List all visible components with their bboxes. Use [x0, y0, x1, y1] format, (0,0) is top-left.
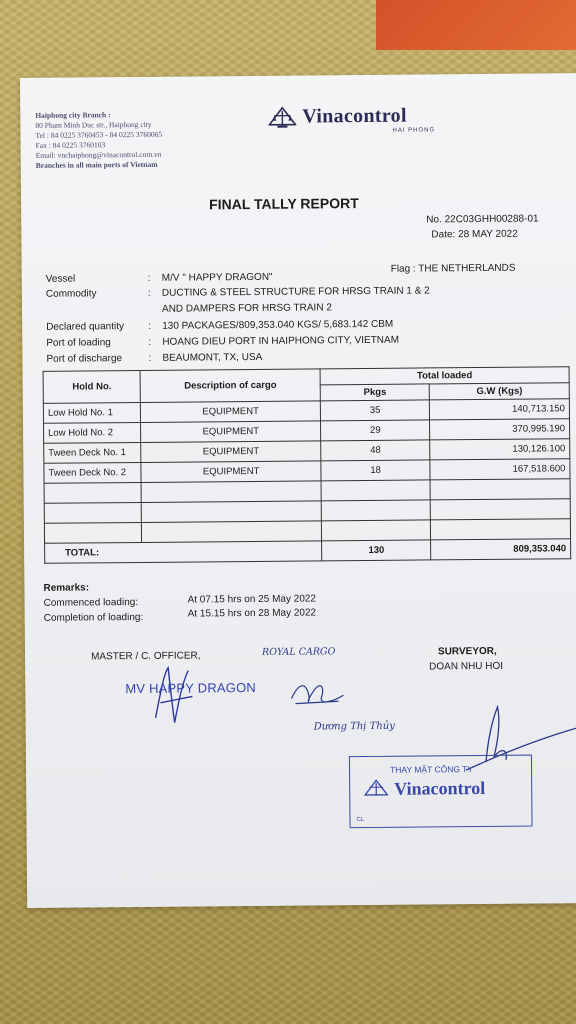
total-pkgs: 130: [322, 540, 432, 561]
port-loading-value: HOANG DIEU PORT IN HAIPHONG CITY, VIETNAM: [162, 334, 400, 348]
pkgs-cell: 48: [321, 440, 431, 461]
description-cell: EQUIPMENT: [141, 421, 321, 443]
ship-stamp: MV HAPPY DRAGON: [125, 679, 257, 697]
loading-colon: :: [148, 336, 152, 348]
branch-tel: Tel : 84 0225 3760453 - 84 0225 3760065: [35, 129, 163, 140]
report-number: No. 22C03GHH00288-01: [426, 213, 539, 226]
port-discharge-label: Port of discharge: [46, 353, 123, 365]
master-signature: [150, 662, 201, 732]
handwritten-name: Dương Thị Thủy: [313, 720, 395, 733]
header-description: Description of cargo: [140, 369, 320, 403]
royal-cargo-handwritten: ROYAL CARGO: [261, 646, 336, 658]
declared-colon: :: [148, 320, 152, 332]
total-row: [45, 539, 571, 564]
header-pkgs: Pkgs: [320, 384, 430, 401]
company-stamp: [349, 755, 533, 829]
branch-email: Email: vnchaiphong@vinacontrol.com.vn: [35, 149, 162, 160]
report-date: Date: 28 MAY 2022: [431, 228, 518, 241]
hold-cell: Low Hold No. 2: [44, 422, 142, 443]
header-gross-weight: G.W (Kgs): [430, 383, 570, 400]
vessel-label: Vessel: [45, 273, 76, 285]
port-discharge-value: BEAUMONT, TX, USA: [162, 351, 263, 364]
port-loading-label: Port of loading: [46, 337, 111, 349]
surveyor-name: DOAN NHU HOI: [429, 660, 504, 673]
vinacontrol-logo: [268, 105, 407, 129]
tally-report-document: [20, 73, 576, 908]
stamp-scales-icon: [364, 779, 388, 799]
total-label: TOTAL:: [45, 541, 322, 563]
pkgs-cell: 29: [321, 420, 431, 441]
flag-value: Flag : THE NETHERLANDS: [390, 262, 516, 275]
branch-network: Branches in all main ports of Vietnam: [35, 159, 158, 170]
commodity-colon: :: [147, 287, 151, 299]
branch-address-block: [35, 110, 162, 171]
header-hold-no: Hold No.: [43, 370, 141, 403]
tally-table: [43, 366, 572, 564]
hold-cell: Tween Deck No. 1: [44, 442, 142, 463]
hold-cell: Tween Deck No. 2: [44, 462, 142, 483]
commenced-loading-label: Commenced loading:: [43, 596, 139, 609]
branch-title: Haiphong city Branch :: [35, 110, 111, 120]
discharge-colon: :: [148, 352, 152, 364]
logo-subtitle: HAI PHONG: [392, 127, 436, 134]
branch-fax: Fax : 84 0225 3760103: [35, 140, 106, 150]
vessel-colon: :: [147, 272, 151, 284]
stamp-caption: THAY MẶT CÔNG TY: [390, 764, 474, 775]
branch-address: 80 Pham Minh Duc str., Haiphong city: [35, 119, 152, 130]
commodity-value-line2: AND DAMPERS FOR HRSG TRAIN 2: [161, 302, 332, 315]
scales-logo-icon: [268, 106, 296, 128]
pkgs-cell: 35: [320, 400, 430, 421]
declared-quantity-value: 130 PACKAGES/809,353.040 KGS/ 5,683.142 CBM: [162, 318, 394, 332]
royal-cargo-signature: [283, 673, 353, 714]
description-cell: EQUIPMENT: [141, 401, 321, 423]
total-gross-weight: 809,353.040: [431, 539, 571, 560]
commenced-loading-value: At 07.15 hrs on 25 May 2022: [187, 593, 317, 606]
completion-loading-label: Completion of loading:: [43, 611, 144, 624]
declared-quantity-label: Declared quantity: [46, 321, 125, 333]
vessel-value: M/V " HAPPY DRAGON": [161, 271, 273, 284]
logo-wordmark: Vinacontrol: [302, 104, 407, 128]
remarks-heading: Remarks:: [43, 582, 90, 594]
master-officer-label: MASTER / C. OFFICER,: [91, 650, 201, 663]
background-red-cloth: [376, 0, 576, 50]
commodity-label: Commodity: [45, 288, 97, 300]
gross-weight-cell: 130,126.100: [430, 439, 570, 460]
gross-weight-cell: 140,713.150: [430, 399, 570, 420]
header-total-loaded: Total loaded: [320, 367, 569, 385]
commodity-value-line1: DUCTING & STEEL STRUCTURE FOR HRSG TRAIN 1 & 2: [161, 285, 430, 299]
pkgs-cell: 18: [321, 460, 431, 481]
page-title: FINAL TALLY REPORT: [209, 195, 359, 213]
hold-cell: Low Hold No. 1: [43, 402, 141, 423]
gross-weight-cell: 370,995.190: [430, 419, 570, 440]
completion-loading-value: At 15.15 hrs on 28 May 2022: [187, 607, 317, 620]
stamp-code: CL: [356, 817, 365, 824]
description-cell: EQUIPMENT: [141, 441, 321, 463]
gross-weight-cell: 167,518.600: [430, 459, 570, 480]
stamp-company-name: Vinacontrol: [394, 777, 486, 799]
surveyor-label: SURVEYOR,: [437, 645, 497, 658]
description-cell: EQUIPMENT: [141, 461, 321, 483]
